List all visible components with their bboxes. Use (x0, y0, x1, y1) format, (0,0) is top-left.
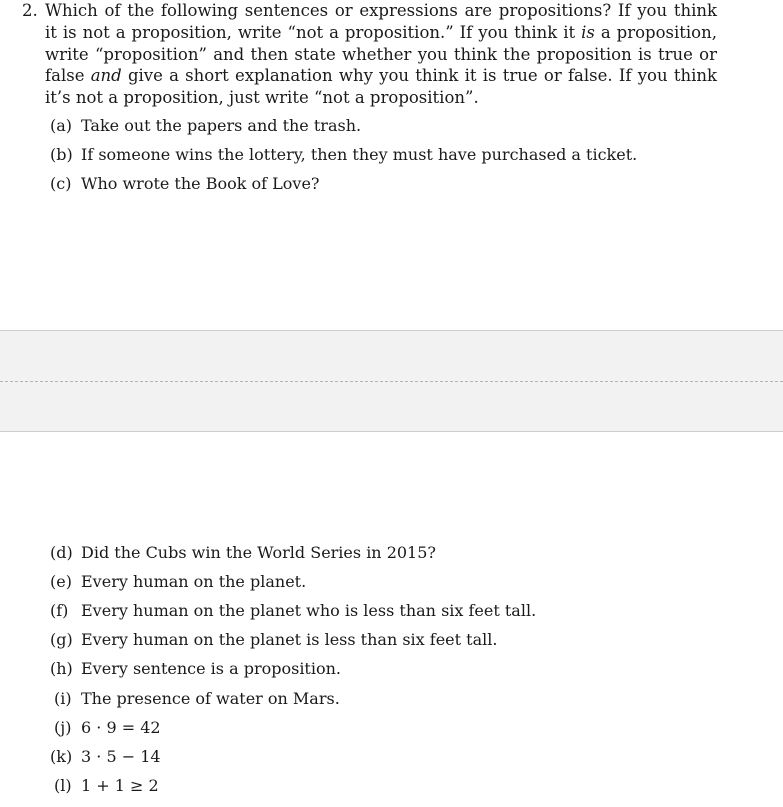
item-label: (e) (50, 572, 72, 591)
problem-text-part-3: give a short explanation why you think it is true or false. If you think it’s not a proposition, just write “not a proposition”. (45, 66, 717, 108)
item-text: If someone wins the lottery, then they must have purchased a ticket. (81, 145, 638, 164)
list-item-h (50, 658, 341, 680)
item-label: (d) (50, 543, 73, 562)
list-item-j (50, 717, 161, 739)
list-item-k (50, 746, 161, 768)
item-label: (b) (50, 145, 73, 164)
item-label: (h) (50, 659, 73, 678)
item-label: (a) (50, 116, 73, 135)
list-item-e (50, 571, 306, 593)
item-label: (i) (54, 689, 72, 708)
problem-text-part-2: a proposition, write “proposition” and then state whether you think the proposition is true or false (45, 22, 717, 86)
problem-emphasis-is: is (581, 22, 595, 42)
list-item-i (50, 688, 340, 710)
list-item-l (50, 775, 159, 797)
item-text: Take out the papers and the trash. (81, 116, 362, 135)
item-label: (f) (50, 601, 69, 620)
problem-text-part-1: Which of the following sentences or expressions are propositions? If you think it is not a proposition, write “not a proposition.” If you think it (45, 1, 717, 42)
list-item-b (50, 144, 637, 166)
list-item-d (50, 542, 436, 564)
item-text: Every human on the planet who is less than six feet tall. (81, 601, 537, 620)
item-text: 3 · 5 − 14 (81, 747, 161, 766)
page-break-gap (0, 330, 783, 432)
item-label: (g) (50, 630, 73, 649)
item-label: (l) (54, 776, 72, 795)
list-item-c (50, 173, 320, 195)
item-text: Every human on the planet. (81, 572, 307, 591)
item-text: Every human on the planet is less than six feet tall. (81, 630, 498, 649)
page-break-divider (0, 381, 783, 382)
item-text: The presence of water on Mars. (81, 689, 340, 708)
item-text: 1 + 1 ≥ 2 (81, 776, 159, 795)
item-label: (j) (54, 718, 72, 737)
problem-text (45, 0, 717, 109)
item-label: (c) (50, 174, 72, 193)
list-item-a (50, 115, 361, 137)
list-item-g (50, 629, 497, 651)
item-text: Did the Cubs win the World Series in 2015? (81, 543, 436, 562)
problem-statement (22, 0, 717, 109)
item-text: 6 · 9 = 42 (81, 718, 161, 737)
list-item-f (50, 600, 536, 622)
problem-emphasis-and: and (90, 66, 122, 86)
item-text: Who wrote the Book of Love? (81, 174, 320, 193)
item-text: Every sentence is a proposition. (81, 659, 341, 678)
problem-number: 2. (22, 1, 38, 20)
item-label: (k) (50, 747, 73, 766)
